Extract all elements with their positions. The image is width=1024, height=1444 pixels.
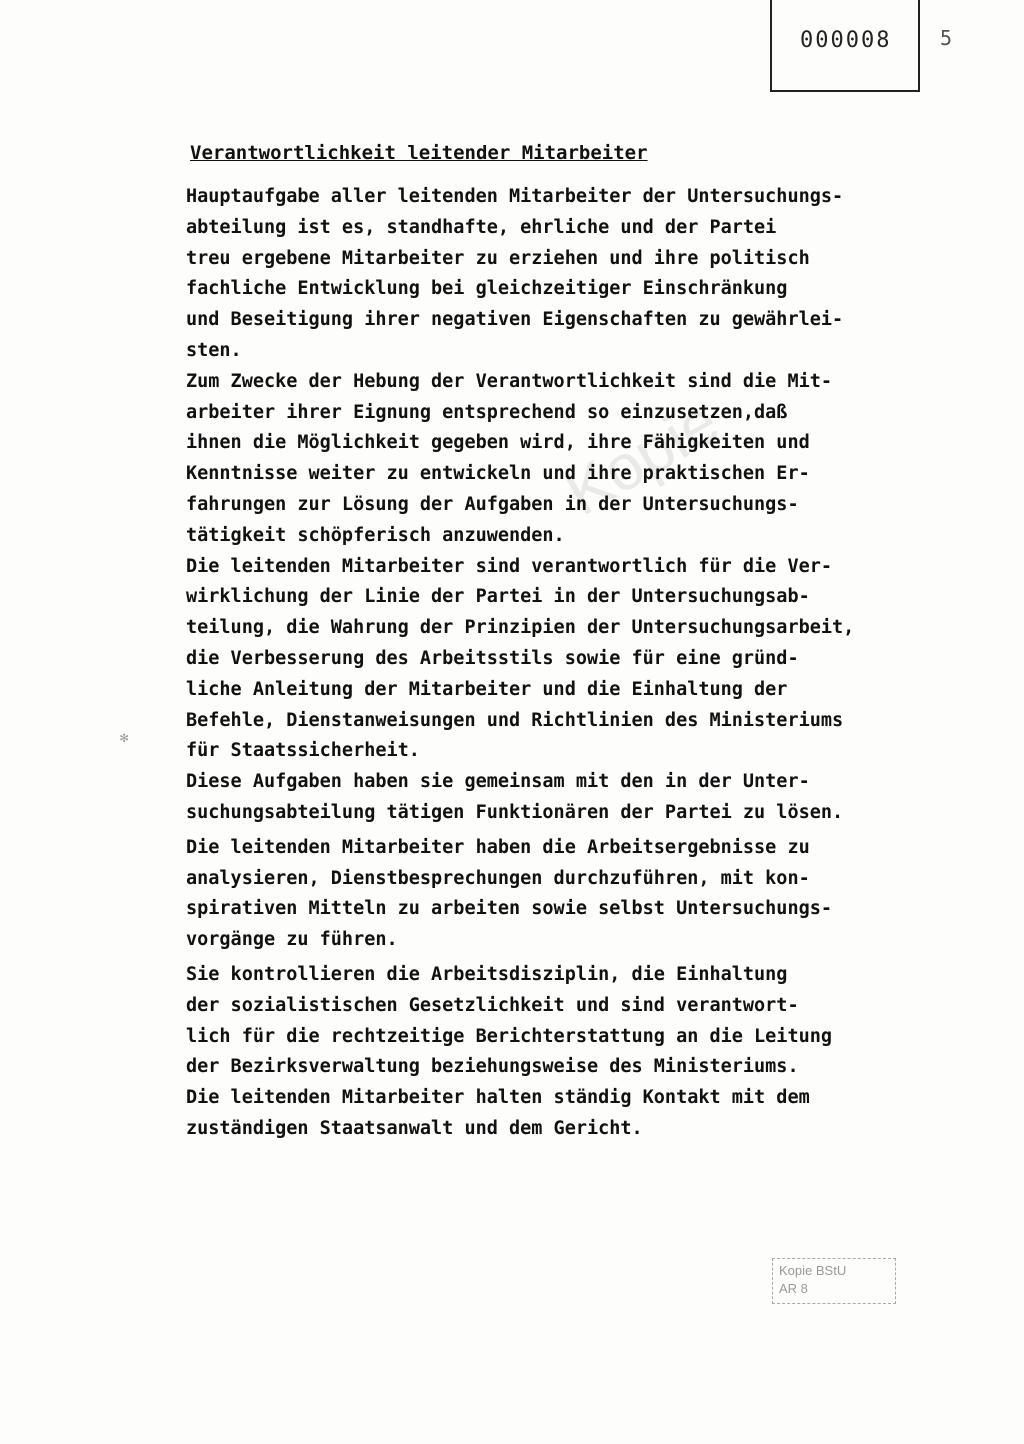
- text-line: Die leitenden Mitarbeiter halten ständig Kontakt mit dem: [186, 1087, 810, 1109]
- text-line: Die leitenden Mitarbeiter sind verantwortlich für die Ver-: [186, 555, 833, 577]
- text-line: liche Anleitung der Mitarbeiter und die Einhaltung der: [186, 678, 788, 700]
- text-line: analysieren, Dienstbesprechungen durchzuführen, mit kon-: [186, 867, 810, 889]
- stamp-line-2: AR 8: [779, 1281, 808, 1296]
- text-line: wirklichung der Linie der Partei in der Untersuchungsab-: [186, 586, 810, 608]
- page-mark: 5: [940, 26, 953, 50]
- text-line: tätigkeit schöpferisch anzuwenden.: [186, 524, 565, 546]
- paragraph: [186, 833, 946, 956]
- text-line: Diese Aufgaben haben sie gemeinsam mit den in der Unter-: [186, 771, 810, 793]
- paragraph: [186, 767, 946, 829]
- text-line: Sie kontrollieren die Arbeitsdisziplin, die Einhaltung: [186, 963, 788, 985]
- text-line: fahrungen zur Lösung der Aufgaben in der Untersuchungs-: [186, 493, 799, 515]
- text-line: Befehle, Dienstanweisungen und Richtlinien des Ministeriums: [186, 709, 844, 731]
- text-line: und Beseitigung ihrer negativen Eigenschaften zu gewährlei-: [186, 309, 844, 331]
- text-line: fachliche Entwicklung bei gleichzeitiger Einschränkung: [186, 278, 788, 300]
- text-line: die Verbesserung des Arbeitsstils sowie für eine gründ-: [186, 647, 799, 669]
- text-line: vorgänge zu führen.: [186, 929, 398, 951]
- watermark: Kopie: [552, 384, 731, 530]
- text-line: für Staatssicherheit.: [186, 740, 420, 762]
- text-line: sten.: [186, 339, 242, 361]
- text-line: lich für die rechtzeitige Berichterstattung an die Leitung: [186, 1025, 833, 1047]
- text-line: spirativen Mitteln zu arbeiten sowie selbst Untersuchungs-: [186, 898, 833, 920]
- paragraph: [186, 552, 946, 768]
- document-heading: Verantwortlichkeit leitender Mitarbeiter: [190, 142, 648, 164]
- text-line: Die leitenden Mitarbeiter haben die Arbeitsergebnisse zu: [186, 836, 810, 858]
- text-line: Zum Zwecke der Hebung der Verantwortlichkeit sind die Mit-: [186, 370, 833, 392]
- text-line: teilung, die Wahrung der Prinzipien der Untersuchungsarbeit,: [186, 617, 855, 639]
- archive-number: 000008: [800, 28, 892, 53]
- text-line: ihnen die Möglichkeit gegeben wird, ihre Fähigkeiten und: [186, 432, 810, 454]
- archive-number-box: [770, 0, 920, 92]
- text-line: der sozialistischen Gesetzlichkeit und sind verantwort-: [186, 994, 799, 1016]
- text-line: abteilung ist es, standhafte, ehrliche und der Partei: [186, 216, 777, 238]
- stamp-line-1: Kopie BStU: [779, 1263, 847, 1278]
- paragraph: [186, 182, 946, 367]
- text-line: zuständigen Staatsanwalt und dem Gericht.: [186, 1117, 643, 1139]
- paragraph: [186, 960, 946, 1145]
- text-line: treu ergebene Mitarbeiter zu erziehen und ihre politisch: [186, 247, 810, 269]
- archive-stamp: [772, 1258, 896, 1304]
- text-line: suchungsabteilung tätigen Funktionären der Partei zu lösen.: [186, 801, 844, 823]
- text-line: Kenntnisse weiter zu entwickeln und ihre praktischen Er-: [186, 463, 810, 485]
- text-line: Hauptaufgabe aller leitenden Mitarbeiter der Untersuchungs-: [186, 186, 844, 207]
- text-line: der Bezirksverwaltung beziehungsweise des Ministeriums.: [186, 1056, 799, 1078]
- document-body: [186, 182, 946, 1145]
- scan-artifact: ✻: [120, 730, 129, 746]
- text-line: arbeiter ihrer Eignung entsprechend so einzusetzen,daß: [186, 401, 788, 423]
